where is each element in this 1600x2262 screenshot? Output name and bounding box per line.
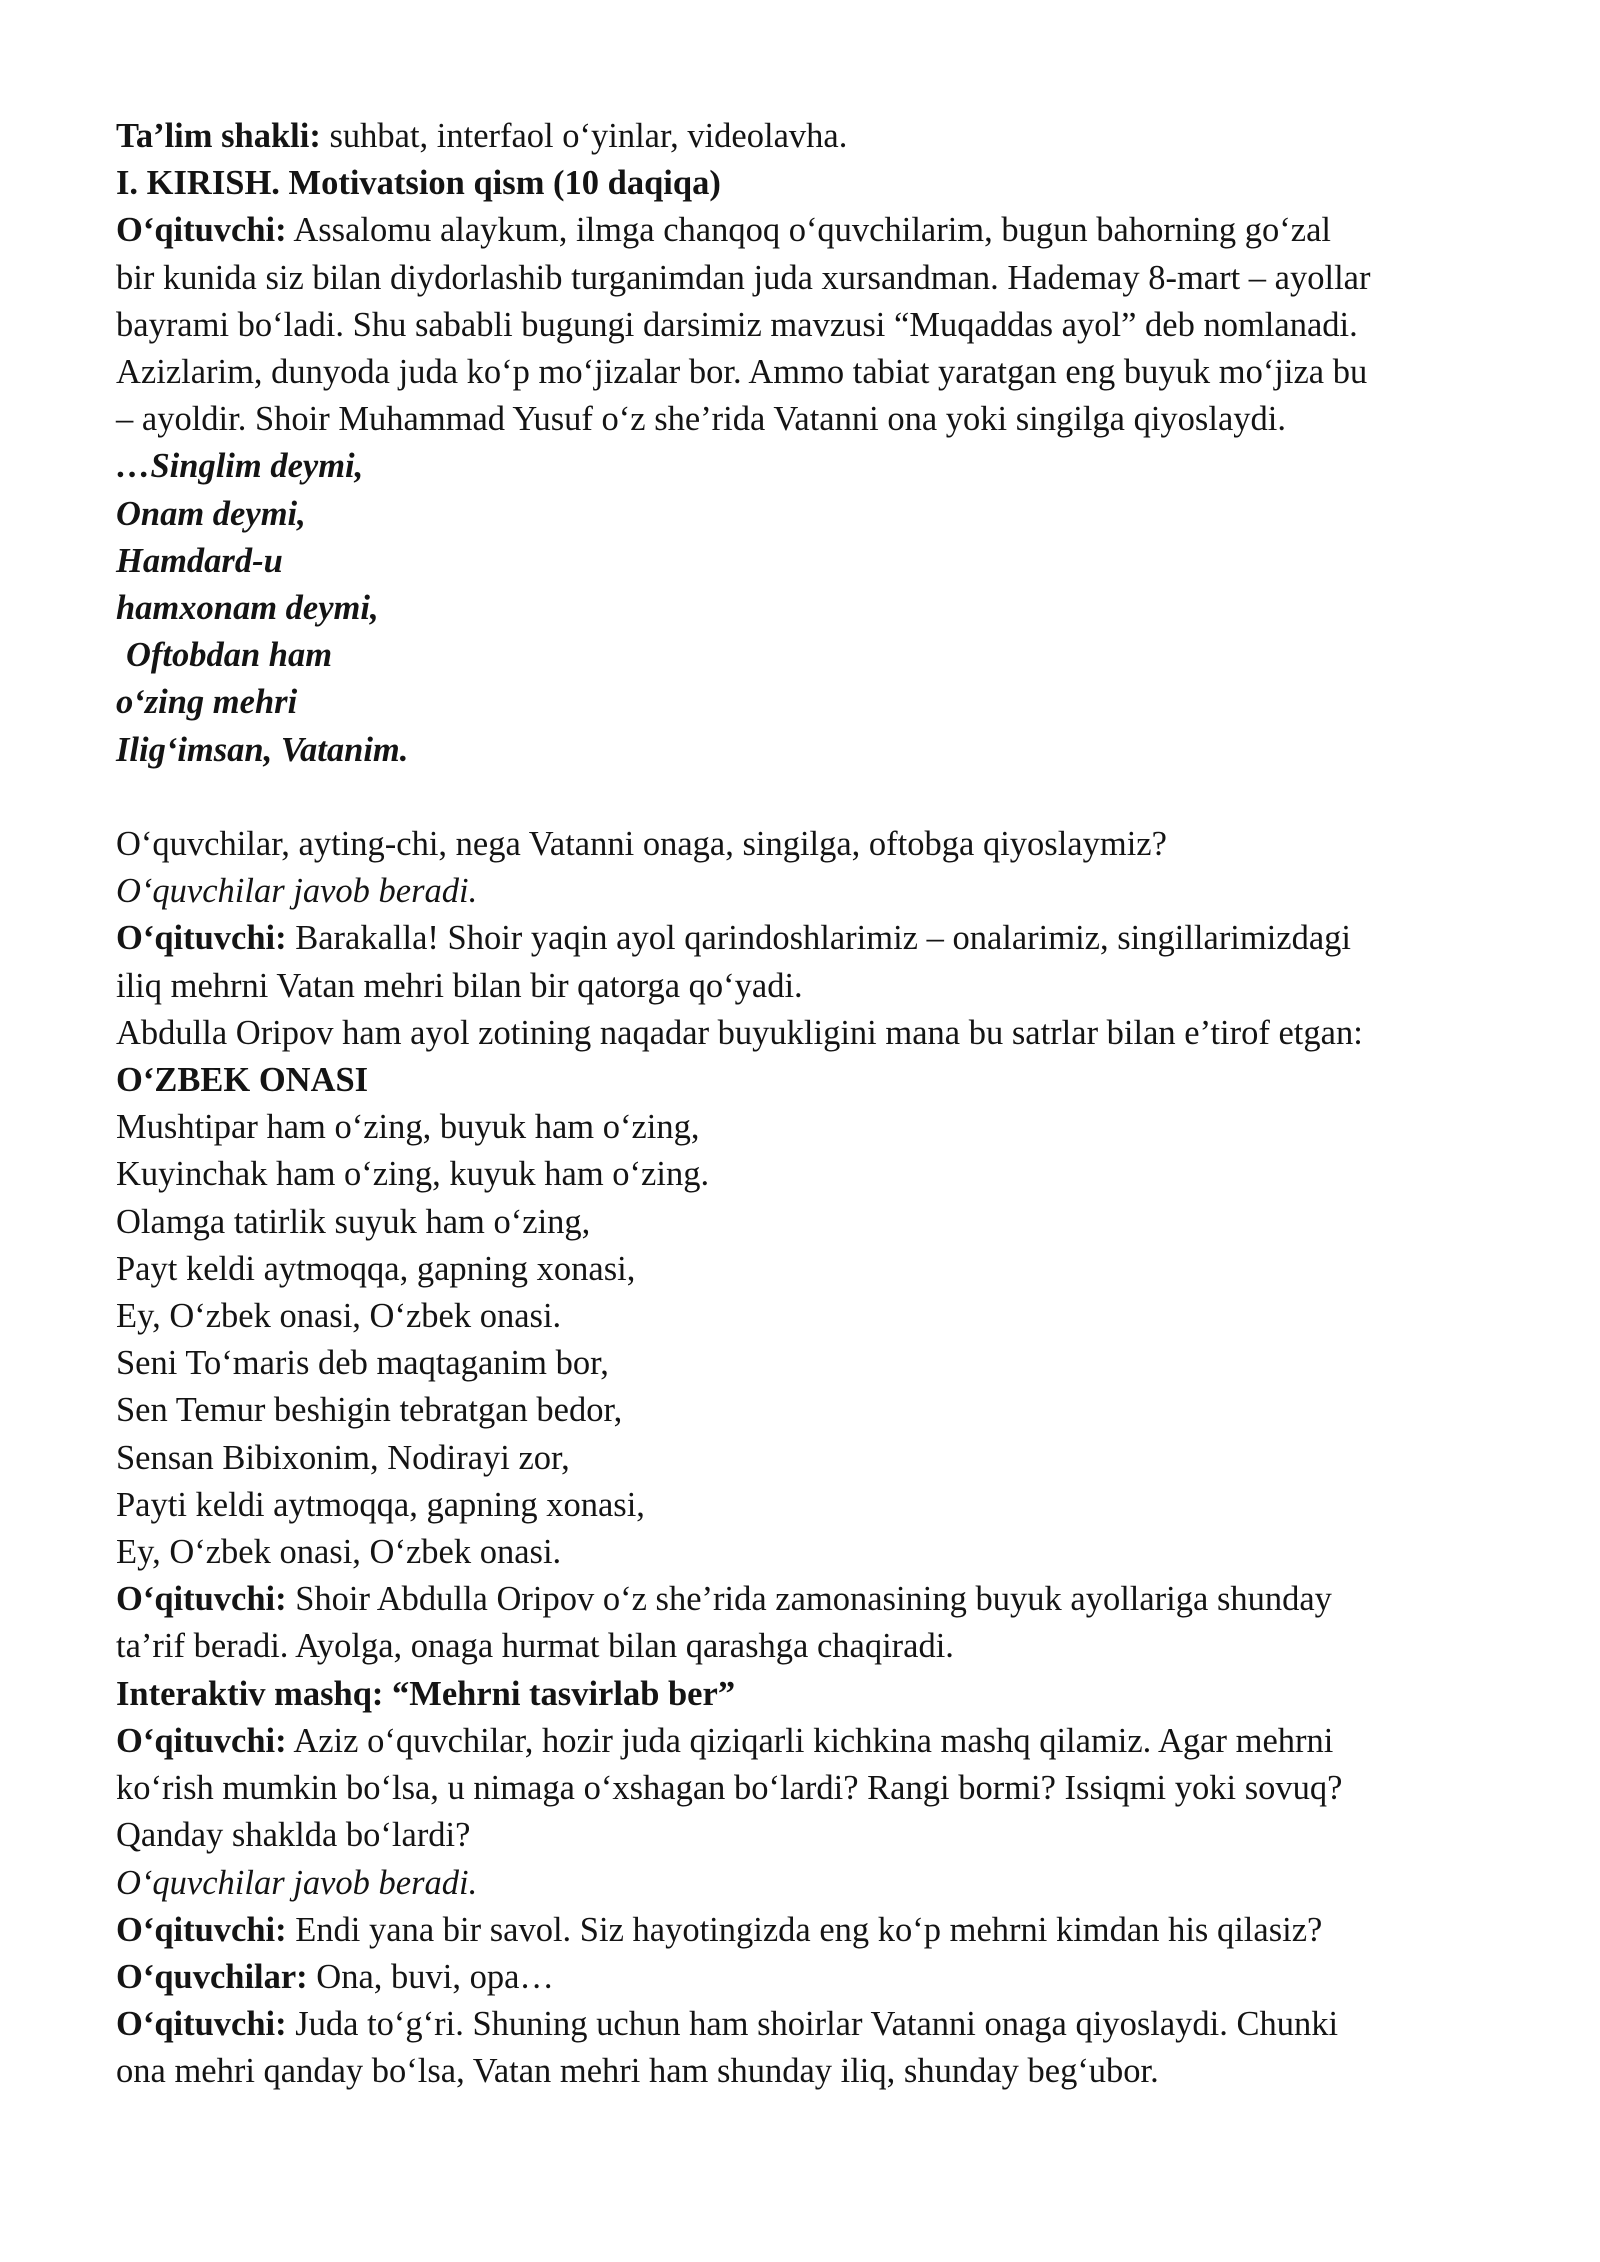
question-line: O‘quvchilar, ayting-chi, nega Vatanni onaga, singilga, oftobga qiyoslaymiz? (116, 825, 1167, 864)
teacher-paragraph-8-line-1 (116, 2001, 1506, 2048)
teacher-paragraph-5-line-2: ko‘rish mumkin bo‘lsa, u nimaga o‘xshagan bo‘lardi? Rangi bormi? Issiqmi yoki sovuq? (116, 1769, 1343, 1808)
students-answer-1: O‘quvchilar javob beradi. (116, 872, 478, 911)
speaker-label: O‘qituvchi: (116, 2005, 287, 2044)
paragraph-text: Endi yana bir savol. Siz hayotingizda eng ko‘p mehrni kimdan his qilasiz? (286, 1910, 1323, 1949)
teacher-paragraph-5-line-3: Qanday shaklda bo‘lardi? (116, 1816, 471, 1855)
teacher-paragraph-4-line-1 (116, 1576, 1506, 1623)
lesson-form-line (116, 113, 1506, 160)
lesson-form-label: Ta’lim shakli: (116, 117, 321, 155)
paragraph-text: Aziz o‘quvchilar, hozir juda qiziqarli kichkina mashq qilamiz. Agar mehrni (286, 1721, 1334, 1760)
poem2-line-1: Mushtipar ham o‘zing, buyuk ham o‘zing, (116, 1108, 700, 1147)
poem2-line-3: Olamga tatirlik suyuk ham o‘zing, (116, 1202, 591, 1241)
blank-line (116, 774, 1506, 821)
paragraph-text: Shoir Abdulla Oripov o‘z she’rida zamonasining buyuk ayollariga shunday (286, 1580, 1332, 1619)
teacher-paragraph-6 (116, 1907, 1506, 1954)
lesson-form-text: suhbat, interfaol o‘yinlar, videolavha. (320, 117, 848, 155)
poem2-line-8: Sensan Bibixonim, Nodirayi zor, (116, 1438, 570, 1477)
document-page (116, 113, 1506, 2096)
exercise-heading: Interaktiv mashq: “Mehrni tasvirlab ber” (116, 1674, 736, 1713)
students-paragraph-7 (116, 1954, 1506, 2001)
teacher-paragraph-1-line-2: bir kunida siz bilan diydorlashib turganimdan juda xursandman. Hademay 8-mart – ayollar (116, 258, 1371, 297)
poem2-line-10: Ey, O‘zbek onasi, O‘zbek onasi. (116, 1533, 562, 1572)
paragraph-text: Assalomu alaykum, ilmga chanqoq o‘quvchilarim, bugun bahorning go‘zal (286, 211, 1331, 250)
poem1-line-3: Hamdard-u (116, 541, 283, 580)
section-heading: I. KIRISH. Motivatsion qism (10 daqiqa) (116, 164, 721, 203)
poem1-line-7: Ilig‘imsan, Vatanim. (116, 730, 409, 769)
speaker-label: O‘qituvchi: (116, 1580, 287, 1619)
poem2-line-5: Ey, O‘zbek onasi, O‘zbek onasi. (116, 1297, 562, 1336)
poem1-line-2: Onam deymi, (116, 494, 306, 533)
teacher-paragraph-1-line-5: – ayoldir. Shoir Muhammad Yusuf o‘z she’rida Vatanni ona yoki singilga qiyoslaydi. (116, 400, 1286, 439)
poem1-line-4: hamxonam deymi, (116, 589, 379, 628)
teacher-paragraph-1-line-3: bayrami bo‘ladi. Shu sababli bugungi darsimiz mavzusi “Muqaddas ayol” deb nomlanadi. (116, 305, 1358, 344)
teacher-paragraph-1-line-4: Azizlarim, dunyoda juda ko‘p mo‘jizalar bor. Ammo tabiat yaratgan eng buyuk mo‘jiza bu (116, 353, 1368, 392)
teacher-paragraph-2-line-2: iliq mehrni Vatan mehri bilan bir qatorga qo‘yadi. (116, 966, 803, 1005)
poem2-line-4: Payt keldi aytmoqqa, gapning xonasi, (116, 1249, 636, 1288)
poem2-title: O‘ZBEK ONASI (116, 1061, 369, 1100)
poem2-line-2: Kuyinchak ham o‘zing, kuyuk ham o‘zing. (116, 1155, 710, 1194)
speaker-label: O‘qituvchi: (116, 1721, 287, 1760)
teacher-paragraph-5-line-1 (116, 1718, 1506, 1765)
teacher-paragraph-4-line-2: ta’rif beradi. Ayolga, onaga hurmat bilan qarashga chaqiradi. (116, 1627, 954, 1666)
paragraph-text: Juda to‘g‘ri. Shuning uchun ham shoirlar Vatanni onaga qiyoslaydi. Chunki (286, 2005, 1339, 2044)
poem1-line-1: …Singlim deymi, (116, 447, 364, 486)
paragraph-3: Abdulla Oripov ham ayol zotining naqadar buyukligini mana bu satrlar bilan e’tirof etgan: (116, 1013, 1363, 1052)
teacher-paragraph-1-line-1 (116, 207, 1506, 254)
teacher-paragraph-2-line-1 (116, 915, 1506, 962)
students-answer-2: O‘quvchilar javob beradi. (116, 1863, 478, 1902)
teacher-paragraph-8-line-2: ona mehri qanday bo‘lsa, Vatan mehri ham shunday iliq, shunday beg‘ubor. (116, 2052, 1159, 2091)
speaker-label: O‘quvchilar: (116, 1957, 308, 1996)
speaker-label: O‘qituvchi: (116, 919, 287, 958)
speaker-label: O‘qituvchi: (116, 211, 287, 250)
poem1-line-6: o‘zing mehri (116, 683, 298, 722)
speaker-label: O‘qituvchi: (116, 1910, 287, 1949)
poem1-line-5: Oftobdan ham (126, 636, 333, 675)
paragraph-text: Ona, buvi, opa… (307, 1957, 554, 1996)
poem2-line-7: Sen Temur beshigin tebratgan bedor, (116, 1391, 623, 1430)
poem2-line-9: Payti keldi aytmoqqa, gapning xonasi, (116, 1485, 645, 1524)
poem2-line-6: Seni To‘maris deb maqtaganim bor, (116, 1344, 609, 1383)
paragraph-text: Barakalla! Shoir yaqin ayol qarindoshlarimiz – onalarimiz, singillarimizdagi (286, 919, 1352, 958)
